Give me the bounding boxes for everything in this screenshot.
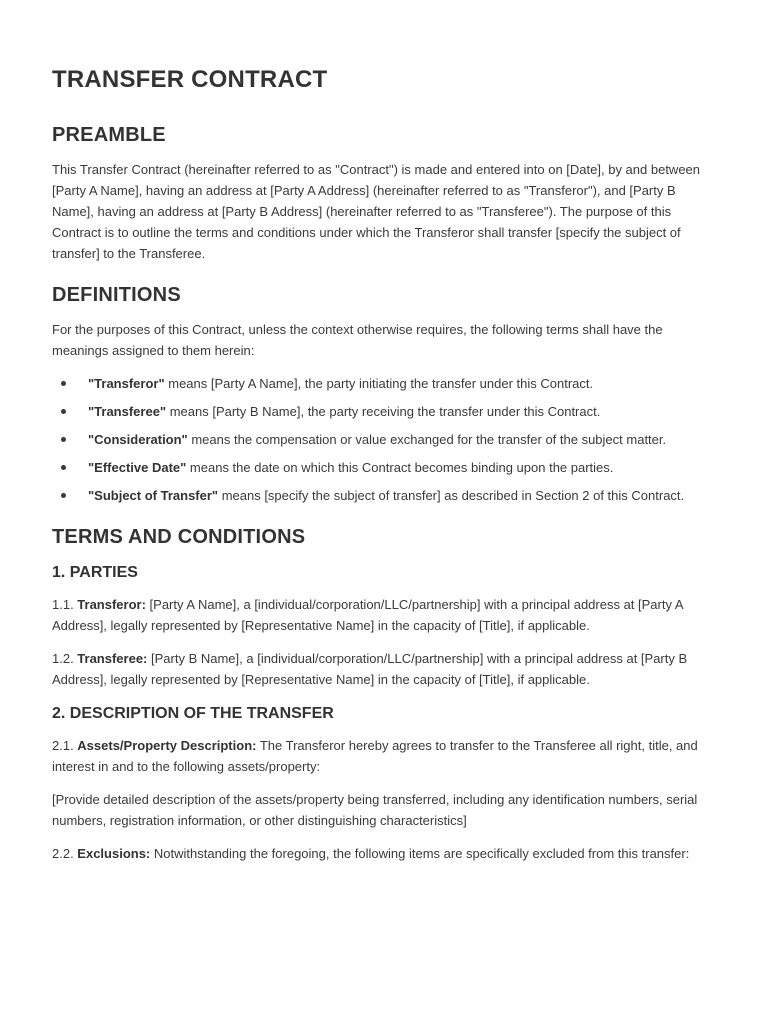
definition-item-subject-of-transfer [88, 485, 718, 506]
clause-2-1-placeholder-text: [Provide detailed description of the assets/property being transferred, including any identification numbers, serial numbers, registration information, or other distinguishing characteristics] [52, 792, 698, 829]
clause-term: Transferor: [77, 596, 146, 612]
section-2-description-heading: 2. DESCRIPTION OF THE TRANSFER [52, 704, 334, 722]
definition-text: means the date on which this Contract becomes binding upon the parties. [186, 459, 614, 475]
clause-2-1-assets-description [52, 735, 718, 777]
preamble-heading: PREAMBLE [52, 123, 166, 146]
clause-2-2-exclusions [52, 843, 718, 864]
clause-1-2-transferee [52, 648, 718, 690]
clause-text: Notwithstanding the foregoing, the following items are specifically excluded from this transfer: [150, 846, 690, 862]
definition-term: "Transferor" [88, 375, 165, 391]
definition-term: "Consideration" [88, 431, 188, 447]
section-1-parties-heading: 1. PARTIES [52, 563, 138, 581]
definition-item-consideration [88, 429, 718, 450]
definition-text: means [Party B Name], the party receiving the transfer under this Contract. [166, 403, 601, 419]
terms-and-conditions-heading: TERMS AND CONDITIONS [52, 525, 306, 548]
clause-number: 1.1. [52, 596, 78, 612]
definitions-list [52, 373, 718, 506]
clause-text: [Party A Name], a [individual/corporation/LLC/partnership] with a principal address at [Party A Address], legally represented by [Representative Name] in the capacity of [Title], if applicable. [52, 596, 683, 633]
definition-item-transferor [88, 373, 718, 394]
clause-1-1-transferor [52, 594, 718, 636]
clause-number: 1.2. [52, 650, 78, 666]
clause-number: 2.1. [52, 738, 78, 754]
clause-term: Exclusions: [77, 846, 151, 862]
definition-text: means [specify the subject of transfer] as described in Section 2 of this Contract. [218, 487, 685, 503]
clause-term: Transferee: [77, 650, 148, 666]
definition-term: "Subject of Transfer" [88, 487, 219, 503]
definition-text: means the compensation or value exchanged for the transfer of the subject matter. [187, 431, 667, 447]
definitions-intro: For the purposes of this Contract, unless the context otherwise requires, the following terms shall have the meanings assigned to them herein: [52, 321, 663, 358]
document-title: TRANSFER CONTRACT [52, 66, 328, 93]
clause-term: Assets/Property Description: [77, 738, 257, 754]
clause-text: [Party B Name], a [individual/corporation/LLC/partnership] with a principal address at [Party B Address], legally represented by [Representative Name] in the capacity of [Title], if applicable. [52, 650, 688, 687]
definition-term: "Transferee" [88, 403, 167, 419]
definitions-heading: DEFINITIONS [52, 283, 181, 306]
definition-term: "Effective Date" [88, 459, 187, 475]
definition-item-effective-date [88, 457, 718, 478]
definition-text: means [Party A Name], the party initiating the transfer under this Contract. [164, 375, 594, 391]
clause-text: The Transferor hereby agrees to transfer to the Transferee all right, title, and interest in and to the following assets/property: [52, 738, 698, 775]
definition-item-transferee [88, 401, 718, 422]
preamble-paragraph: This Transfer Contract (hereinafter referred to as "Contract") is made and entered into on [Date], by and between [Party A Name], having an address at [Party A Address] (hereinafter referred to as "Transferor"), and [Party B Name], having an address at [Party B Address] (hereinafter referred to as "Transferee"). The purpose of this Contract is to outline the terms and conditions under which the Transferor shall transfer [specify the subject of transfer] to the Transferee. [52, 161, 701, 261]
clause-number: 2.2. [52, 846, 78, 862]
